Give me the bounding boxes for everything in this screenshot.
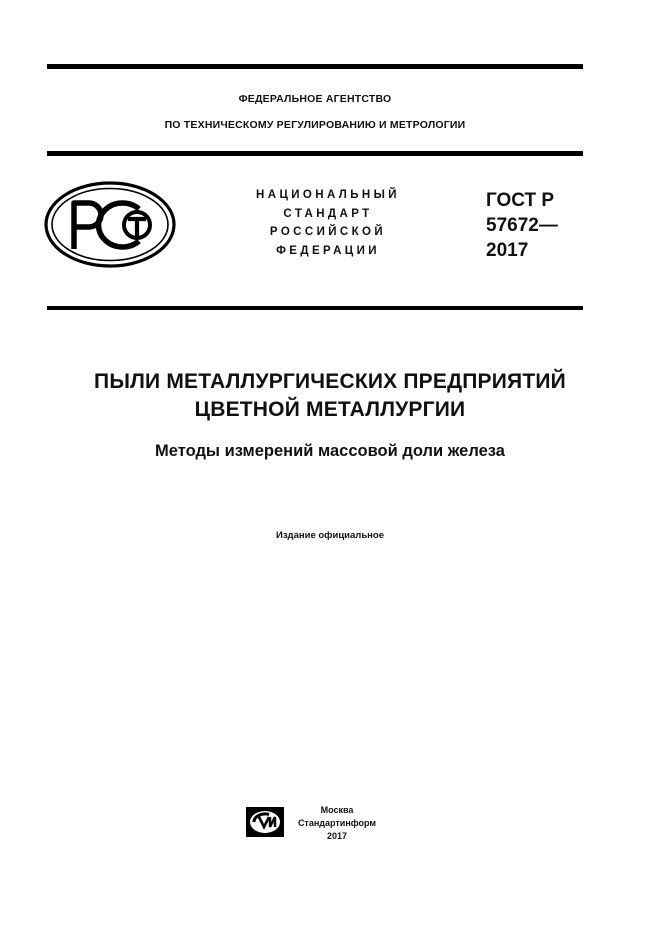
title-line-1: ПЫЛИ МЕТАЛЛУРГИЧЕСКИХ ПРЕДПРИЯТИЙ bbox=[94, 370, 566, 393]
rst-certification-logo-icon bbox=[44, 181, 176, 268]
standard-line-2: СТАНДАРТ bbox=[283, 207, 373, 220]
gost-line-1: ГОСТ Р bbox=[486, 190, 555, 211]
standartinform-logo-icon bbox=[245, 806, 285, 838]
publisher-name: Стандартинформ bbox=[297, 818, 377, 828]
title-line-2: ЦВЕТНОЙ МЕТАЛЛУРГИИ bbox=[194, 398, 466, 421]
gost-line-2: 57672— bbox=[486, 215, 558, 236]
top-rule bbox=[47, 64, 583, 69]
agency-line-2: ПО ТЕХНИЧЕСКОМУ РЕГУЛИРОВАНИЮ И МЕТРОЛОГИИ bbox=[164, 119, 466, 131]
document-title bbox=[47, 368, 613, 424]
standard-line-1: НАЦИОНАЛЬНЫЙ bbox=[256, 189, 400, 201]
standard-line-3: РОССИЙСКОЙ bbox=[269, 226, 387, 238]
agency-line-1: ФЕДЕРАЛЬНОЕ АГЕНТСТВО bbox=[238, 93, 392, 105]
gost-line-3: 2017 bbox=[486, 240, 529, 261]
national-standard-label bbox=[228, 186, 428, 260]
middle-rule bbox=[47, 151, 583, 156]
bottom-rule bbox=[47, 306, 583, 310]
edition-label: Издание официальное bbox=[276, 530, 384, 541]
publisher-info bbox=[292, 804, 382, 843]
standard-line-4: ФЕДЕРАЦИИ bbox=[276, 244, 380, 257]
document-subtitle: Методы измерений массовой доли железа bbox=[155, 442, 505, 460]
gost-designation bbox=[486, 188, 558, 263]
publisher-year: 2017 bbox=[326, 831, 348, 841]
publisher-city: Москва bbox=[320, 805, 354, 815]
